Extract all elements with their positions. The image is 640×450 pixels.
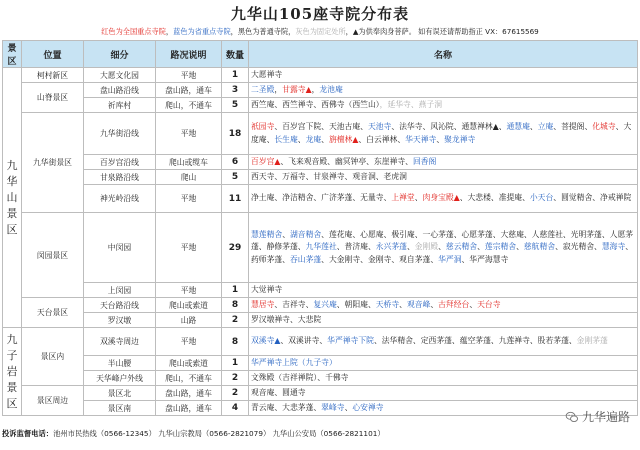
- temple-name: 慧居寺: [251, 299, 275, 309]
- temple-name: 天台寺: [477, 299, 501, 309]
- names-cell: [249, 328, 638, 356]
- position-cell: 九华街景区: [22, 113, 84, 213]
- temple-name: 九华莲社: [305, 242, 337, 252]
- count-cell: 29: [222, 213, 249, 283]
- footer: [2, 429, 385, 439]
- temple-name: 甘露寺▲: [282, 84, 312, 94]
- subdivision-cell: 九华街沿线: [84, 113, 156, 155]
- names-cell: [249, 155, 638, 170]
- temple-name: 、: [344, 402, 353, 412]
- road-cell: 爬山，不通车: [156, 371, 222, 386]
- temple-name: 复兴庵: [313, 299, 337, 309]
- count-cell: 5: [222, 170, 249, 185]
- count-cell: 11: [222, 185, 249, 213]
- road-cell: 平地: [156, 185, 222, 213]
- road-cell: 平地: [156, 283, 222, 298]
- temple-name: 、普济庵、: [336, 242, 376, 252]
- table-row: [3, 98, 638, 113]
- table-row: [3, 113, 638, 155]
- temple-name: 慧莲精舍: [251, 229, 283, 239]
- table-row: [3, 83, 638, 98]
- temple-name: 青云庵、大悲茅蓬、: [251, 402, 322, 412]
- watermark: [565, 408, 630, 425]
- temple-name: 旃檀林▲: [328, 134, 359, 144]
- temple-name: 金刚茅蓬: [576, 336, 608, 346]
- table-row: [3, 213, 638, 283]
- temple-name: 、法华精舍、定西茅蓬、蕴空茅蓬、九莲禅寺、股若茅蓬、: [373, 336, 577, 346]
- watermark-text: 九华遍路: [581, 410, 630, 424]
- table-row: [3, 356, 638, 371]
- count-cell: 1: [222, 68, 249, 83]
- subdivision-cell: 甘泉路沿线: [84, 170, 156, 185]
- temple-name: 长生庵: [274, 134, 298, 144]
- wechat-icon: [565, 410, 579, 424]
- temple-name: 西竺庵、西竺禅寺、西佛寺（西竺山）: [251, 99, 380, 109]
- names-cell: [249, 371, 638, 386]
- temple-name: 华严禅寺下院: [327, 336, 374, 346]
- count-cell: 2: [222, 313, 249, 328]
- subdivision-cell: 神光岭沿线: [84, 185, 156, 213]
- table-row: [3, 170, 638, 185]
- temple-name: 二圣殿: [251, 84, 275, 94]
- count-cell: 5: [222, 98, 249, 113]
- temple-name: 、大度庵、: [251, 122, 632, 144]
- temple-name: 华严洞: [438, 254, 462, 264]
- subdivision-cell: 祈库村: [84, 98, 156, 113]
- table-row: [3, 371, 638, 386]
- subdivision-cell: 双溪寺周边: [84, 328, 156, 356]
- temple-name: 、华严海慧寺: [461, 254, 509, 264]
- table-row: [3, 283, 638, 298]
- temple-name: 天池寺: [367, 122, 392, 131]
- temple-name: 湖音精舍: [289, 229, 322, 239]
- legend-segment: ，▲为供奉肉身菩萨。 如有误还请帮助指正 VX：67615569: [345, 27, 539, 36]
- subdivision-cell: 盘山路沿线: [84, 83, 156, 98]
- road-cell: 爬山或缆车: [156, 155, 222, 170]
- temple-name: 、: [297, 134, 306, 144]
- table-row: [3, 155, 638, 170]
- temple-name: 、: [516, 242, 524, 252]
- names-cell: [249, 113, 638, 155]
- temple-name: 立庵: [537, 122, 554, 131]
- header-scenic-area: 景区: [3, 41, 22, 68]
- temple-name: 、大金刚寺、金刚寺、观自茅蓬、: [321, 254, 439, 264]
- temple-name: 双溪寺▲: [251, 336, 281, 346]
- temple-name: 百岁宫▲: [251, 156, 281, 166]
- temple-name: 、吉祥寺、: [274, 299, 314, 309]
- subdivision-cell: 百岁宫沿线: [84, 155, 156, 170]
- header-names: 名称: [249, 41, 638, 68]
- names-cell: [249, 283, 638, 298]
- temple-name: 古拜经台: [438, 299, 470, 309]
- page-title: 九华山105座寺院分布表: [230, 5, 410, 23]
- table-row: [3, 298, 638, 313]
- road-cell: 平地: [156, 213, 222, 283]
- temple-name: 、: [282, 229, 290, 239]
- position-cell: 景区周边: [22, 386, 84, 416]
- temple-name: 天桥寺: [375, 299, 400, 309]
- count-cell: 2: [222, 371, 249, 386]
- subdivision-cell: 罗汉墩: [84, 313, 156, 328]
- table-row: [3, 328, 638, 356]
- temple-name: 通慧庵: [506, 122, 530, 131]
- temple-name: 观音庵、圆通寺: [251, 387, 306, 397]
- temple-name: 、: [529, 122, 538, 131]
- temple-name: 翠峰寺: [321, 402, 345, 412]
- road-cell: 平地: [156, 328, 222, 356]
- road-cell: 平地: [156, 113, 222, 155]
- count-cell: 18: [222, 113, 249, 155]
- temple-name: 大觉禅寺: [251, 284, 283, 294]
- header-subdivision: 细分: [84, 41, 156, 68]
- temple-name: 上禅堂: [391, 193, 415, 203]
- count-cell: 8: [222, 298, 249, 313]
- footer-contacts: 池州市民热线（0566-12345） 九华山宗教局（0566-2821079） 九华山公安局（0566-2821101）: [53, 429, 385, 438]
- temple-name: 、: [399, 299, 407, 309]
- temple-name: 净土庵、净洁精舍、广济茅蓬、无量寺、: [251, 193, 392, 203]
- road-cell: 爬山: [156, 170, 222, 185]
- names-cell: [249, 313, 638, 328]
- temple-name: ，: [274, 84, 283, 94]
- table-header-row: [3, 41, 638, 68]
- temple-name: 慧海寺: [601, 242, 626, 252]
- position-cell: 闵园景区: [22, 213, 84, 298]
- temple-distribution-table: [2, 40, 638, 416]
- temple-name: 回香阁: [412, 156, 437, 166]
- names-cell: [249, 298, 638, 313]
- temple-name: 、圆觉精舍、净戒禅院: [553, 193, 632, 203]
- footer-label: 投诉监督电话：: [2, 429, 54, 438]
- count-cell: 2: [222, 386, 249, 401]
- subdivision-cell: 天华峰户外线: [84, 371, 156, 386]
- subdivision-cell: 天台路沿线: [84, 298, 156, 313]
- scenic-area-cell: 九华山景区: [3, 68, 22, 328]
- temple-name: 西天寺、万福寺、甘泉禅寺、观音洞、老虎洞: [251, 171, 407, 181]
- temple-name: 慈航精舍: [523, 242, 556, 252]
- temple-name: 、飞来观音殿、幽冥钟亭、东崖禅寺、: [280, 156, 413, 166]
- position-cell: 柯村新区: [22, 68, 84, 83]
- temple-name: 、菩提阁、: [553, 122, 593, 131]
- temple-name: 、法华寺、风沁院、通慧禅林▲、: [391, 122, 507, 131]
- temple-name: 观音峰: [406, 299, 431, 309]
- temple-name: 华天禅寺: [405, 134, 437, 144]
- header-count: 数量: [222, 41, 249, 68]
- road-cell: 盘山路，通车: [156, 386, 222, 401]
- temple-name: 、大悲楼、准提庵、: [459, 193, 530, 203]
- temple-name: 化城寺: [592, 122, 616, 131]
- temple-name: 、药师茅蓬、: [251, 242, 634, 264]
- names-cell: [249, 386, 638, 401]
- temple-name: 、朝阳庵、: [336, 299, 376, 309]
- names-cell: [249, 356, 638, 371]
- legend-segment: ，: [165, 27, 174, 36]
- subdivision-cell: 景区北: [84, 386, 156, 401]
- names-cell: [249, 98, 638, 113]
- temple-name: 吞山茅蓬: [289, 254, 322, 264]
- subdivision-cell: 大愿文化园: [84, 68, 156, 83]
- position-cell: 景区内: [22, 328, 84, 386]
- road-cell: 爬山或索道: [156, 356, 222, 371]
- road-cell: 盘山路，通车: [156, 83, 222, 98]
- legend-segment: 灰色为固定处所: [295, 27, 346, 36]
- header-road: 路况说明: [156, 41, 222, 68]
- temple-name: 、: [438, 242, 446, 252]
- subdivision-cell: 上闵园: [84, 283, 156, 298]
- table-row: [3, 386, 638, 401]
- temple-name: 莲宗精舍: [484, 242, 517, 252]
- temple-name: 聚龙禅寺: [444, 134, 476, 144]
- scenic-area-cell: 九子岩景区: [3, 328, 22, 416]
- temple-name: 、: [406, 242, 415, 252]
- temple-name: 肉身宝殿▲: [422, 193, 460, 203]
- temple-name: 文殊殿（吉祥禅院）、千佛寺: [251, 372, 349, 382]
- road-cell: 爬山或索道: [156, 298, 222, 313]
- temple-name: 大愿禅寺: [251, 69, 283, 79]
- temple-name: ，延华寺、燕子洞: [379, 99, 443, 109]
- temple-name: 龙庵: [305, 134, 322, 144]
- temple-name: 、: [321, 134, 329, 144]
- subdivision-cell: 中闵园: [84, 213, 156, 283]
- temple-name: 、莲花庵、心愿庵、极引庵、一心茅蓬、心愿茅蓬、大慈庵、人慈莲社、光明茅蓬、人愿茅蓬、静修茅蓬、: [251, 229, 634, 252]
- road-cell: 盘山路，通车: [156, 401, 222, 416]
- count-cell: 3: [222, 83, 249, 98]
- table-row: [3, 68, 638, 83]
- color-legend: [0, 27, 640, 37]
- temple-name: 金刚殿: [414, 242, 439, 252]
- count-cell: 8: [222, 328, 249, 356]
- temple-name: 心安禅寺: [352, 402, 384, 412]
- names-cell: [249, 185, 638, 213]
- count-cell: 4: [222, 401, 249, 416]
- names-cell: [249, 213, 638, 283]
- position-cell: 天台景区: [22, 298, 84, 328]
- temple-name: 、: [436, 134, 445, 144]
- temple-name: 、: [414, 193, 423, 203]
- count-cell: 6: [222, 155, 249, 170]
- legend-segment: 蓝色为省重点寺院: [173, 27, 231, 36]
- temple-name: 、: [477, 242, 485, 252]
- temple-name: 华严禅寺上院（九子寺）: [251, 357, 337, 367]
- table-row: [3, 313, 638, 328]
- road-cell: 平地: [156, 68, 222, 83]
- temple-name: 慈云精舍: [445, 242, 478, 252]
- names-cell: [249, 83, 638, 98]
- subdivision-cell: 景区南: [84, 401, 156, 416]
- position-cell: 山脊景区: [22, 83, 84, 113]
- header-position: 位置: [22, 41, 84, 68]
- count-cell: 1: [222, 356, 249, 371]
- table-row: [3, 401, 638, 416]
- temple-name: 、百岁宫下院、天池古庵、: [274, 122, 368, 131]
- names-cell: [249, 68, 638, 83]
- temple-name: 、双溪讲寺、: [280, 336, 328, 346]
- temple-name: 小天台: [529, 193, 554, 203]
- subdivision-cell: 半山腰: [84, 356, 156, 371]
- temple-name: ，: [311, 84, 320, 94]
- temple-name: 祇园寺: [251, 122, 275, 131]
- road-cell: 山路: [156, 313, 222, 328]
- temple-name: 、: [469, 299, 478, 309]
- legend-segment: ，黑色为普通寺院，: [230, 27, 296, 36]
- temple-name: 、寂光精舍、: [555, 242, 602, 252]
- temple-name: 罗汉墩禅寺、大悲院: [251, 314, 322, 324]
- temple-name: 永兴茅蓬: [375, 242, 407, 252]
- legend-segment: 红色为全国重点寺院: [101, 27, 166, 36]
- temple-name: 龙池庵: [319, 84, 343, 94]
- names-cell: [249, 170, 638, 185]
- road-cell: 爬山，不通车: [156, 98, 222, 113]
- temple-name: 、白云禅林、: [358, 134, 406, 144]
- temple-name: 、: [430, 299, 439, 309]
- count-cell: 1: [222, 283, 249, 298]
- table-row: [3, 185, 638, 213]
